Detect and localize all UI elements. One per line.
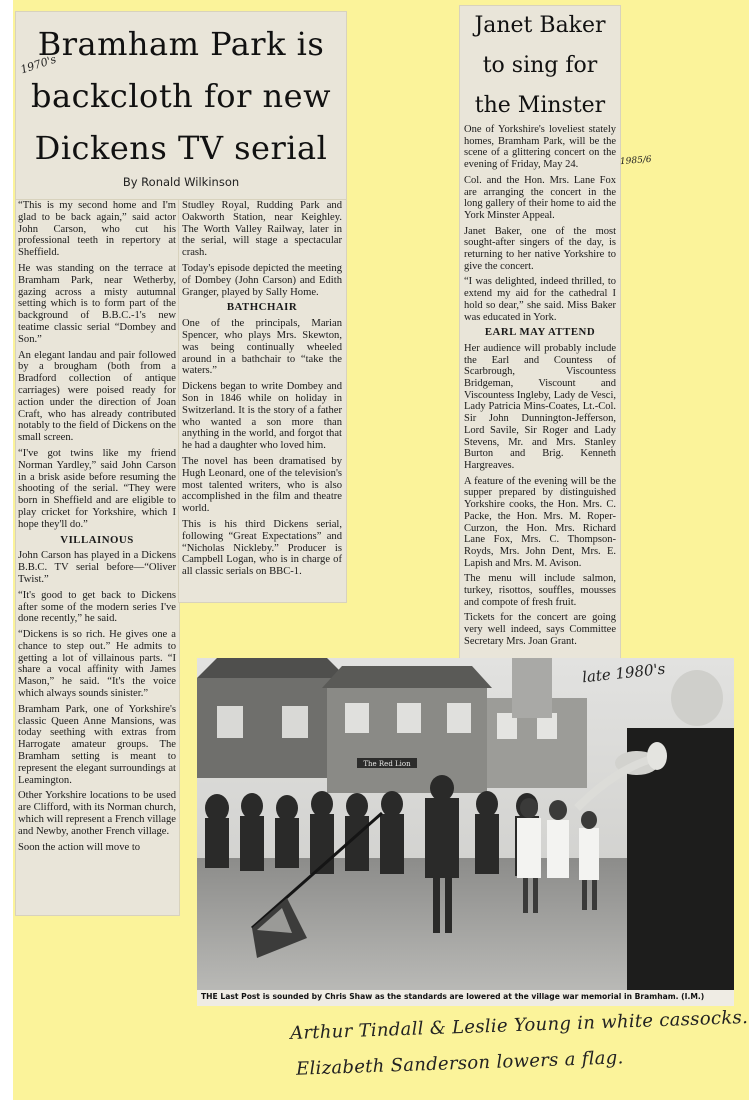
- paragraph: Other Yorkshire locations to be used are Clifford, with its Norman church, which will represent a French village and Newby, another French village.: [18, 790, 176, 837]
- paragraph: “This is my second home and I'm glad to be back again,” said actor John Carson, who cut his professional teeth in repertory at Sheffield.: [18, 200, 176, 259]
- article-b-body: [464, 124, 616, 652]
- article-a-headline-line: Dickens TV serial: [34, 129, 328, 167]
- subheading: BATHCHAIR: [226, 301, 298, 314]
- article-b-headline-line: the Minster: [474, 93, 606, 118]
- pub-sign-text: The Red Lion: [363, 760, 411, 768]
- paragraph: John Carson has played in a Dickens B.B.C. TV serial before—“Oliver Twist.”: [18, 550, 176, 585]
- paragraph: This is his third Dickens serial, following “Great Expectations” and “Nicholas Nickleby.” Producer is Campbell Logan, who is in charge of all classic serials on BBC-1.: [182, 518, 342, 578]
- war-memorial-photo: [197, 658, 734, 990]
- paragraph: “I was delighted, indeed thrilled, to extend my aid for the cathedral I hold so dear,” she said. Miss Baker was educated in York.: [464, 276, 616, 323]
- paragraph: Janet Baker, one of the most sought-after singers of the day, is returning to her native Yorkshire to give the concert.: [464, 225, 616, 272]
- paragraph: Soon the action will move to: [18, 841, 141, 853]
- photo-caption: THE Last Post is sounded by Chris Shaw as the standards are lowered at the village war memorial in Bramham. (I.M.): [201, 992, 705, 1001]
- paragraph: “Dickens is so rich. He gives one a chance to step out.” He admits to getting a lot of villainous parts. “I share a vocal affinity with James Mason,” he said. “It's the voice which always sounds sinister.”: [18, 629, 176, 700]
- paragraph: One of Yorkshire's loveliest stately homes, Bramham Park, will be the scene of a glittering concert on the evening of Friday, May 24.: [464, 124, 616, 171]
- paragraph: Dickens began to write Dombey and Son in 1846 while on holiday in Switzerland. It is the story of a father who wanted a son more than anything in the world, and forgot that he had a daughter who loved him.: [182, 381, 342, 452]
- handwritten-year-note-2: 1985/6: [619, 154, 652, 168]
- article-a-headline: [16, 18, 346, 174]
- article-b-headline-line: Janet Baker: [474, 13, 606, 38]
- paragraph: An elegant landau and pair followed by a brougham (both from a Bradford collection of antique carriages) were poised ready for action under the direction of Joan Craft, who has already contributed notably to the field of Dickens on the small screen.: [18, 349, 176, 444]
- photo-clipping: [197, 658, 734, 1006]
- paragraph: The novel has been dramatised by Hugh Leonard, one of the television's most talented writers, who is also accomplished in the film and theatre world.: [182, 455, 342, 515]
- paragraph: A feature of the evening will be the supper prepared by distinguished Yorkshire cooks, the Hon. Mrs. C. Packe, the Hon. Mrs. M. Roper-Curzon, the Hon. Mrs. Richard Lane Fox, Mrs. C. Thompson-Royds, Mrs. John Dent, Mrs. E. Lapish and Mrs. M. Avison.: [464, 475, 616, 569]
- article-b-headline-line: to sing for: [482, 53, 598, 78]
- subheading: VILLAINOUS: [60, 533, 134, 546]
- paragraph: He was standing on the terrace at Bramham Park, near Wetherby, gazing across a misty autumnal setting which is to form part of the background of B.B.C.-1's new teatime classic serial “Dombey and Son.”: [18, 262, 176, 345]
- handwritten-year-note: 1970's: [18, 52, 58, 77]
- subheading: EARL MAY ATTEND: [484, 326, 596, 339]
- paragraph: Today's episode depicted the meeting of Dombey (John Carson) and Edith Granger, played by Sally Home.: [182, 262, 342, 298]
- paragraph: “I've got twins like my friend Norman Yardley,” said John Carson in a brisk aside before resuming the shooting of the serial. “They were born in Sheffield and are eligible to play cricket for Yorkshire, which I hope they'll do.”: [18, 447, 176, 530]
- paragraph: Tickets for the concert are going very well indeed, says Committee Secretary Mrs. Joan Grant.: [464, 612, 616, 647]
- article-a-column-1: [18, 200, 176, 857]
- handwritten-caption-line-2: Elizabeth Sanderson lowers a flag.: [295, 1047, 624, 1080]
- article-a-headline-line: backcloth for new: [31, 77, 331, 115]
- paragraph: The menu will include salmon, turkey, risottos, souffles, mousses and compote of fresh fruit.: [464, 573, 616, 608]
- handwritten-caption-line-1: Arthur Tindall & Leslie Young in white cassocks.: [289, 1007, 749, 1044]
- article-b-headline: [460, 6, 620, 126]
- paragraph: Her audience will probably include the Earl and Countess of Scarbrough, Viscountess Bridgeman, Viscount and Viscountess Ingleby, Lady de Vesci, Lady Patricia Mins-Coates, Lt.-Col. Sir John Dunnington-Jefferson, Lord Savile, Sir Roger and Lady Stevens, Mr. and Mrs. Stanley Burton and Brig. Kenneth Hargreaves.: [464, 342, 616, 471]
- paragraph: Bramham Park, one of Yorkshire's classic Queen Anne Mansions, was today seething with extras from Harrogate amateur groups. The Bramham setting is meant to represent the elegant surroundings at Leamington.: [18, 703, 176, 786]
- paragraph: Studley Royal, Rudding Park and Oakworth Station, near Keighley. The Worth Valley Railway, later in the serial, will stage a spectacular crash.: [182, 200, 342, 259]
- paragraph: “It's good to get back to Dickens after some of the modern series I've done recently,” he said.: [18, 589, 176, 625]
- handwritten-late-note: late 1980's: [581, 659, 667, 687]
- article-a-headline-line: Bramham Park is: [37, 25, 325, 63]
- paragraph: Col. and the Hon. Mrs. Lane Fox are arranging the concert in the long gallery of their home to aid the York Minster Appeal.: [464, 174, 616, 221]
- paragraph: One of the principals, Marian Spencer, who plays Mrs. Skewton, was being continually wheeled around in a bathchair to “take the waters.”: [182, 318, 342, 377]
- article-a-column-2: [182, 200, 342, 582]
- article-a-byline: By Ronald Wilkinson: [122, 175, 240, 189]
